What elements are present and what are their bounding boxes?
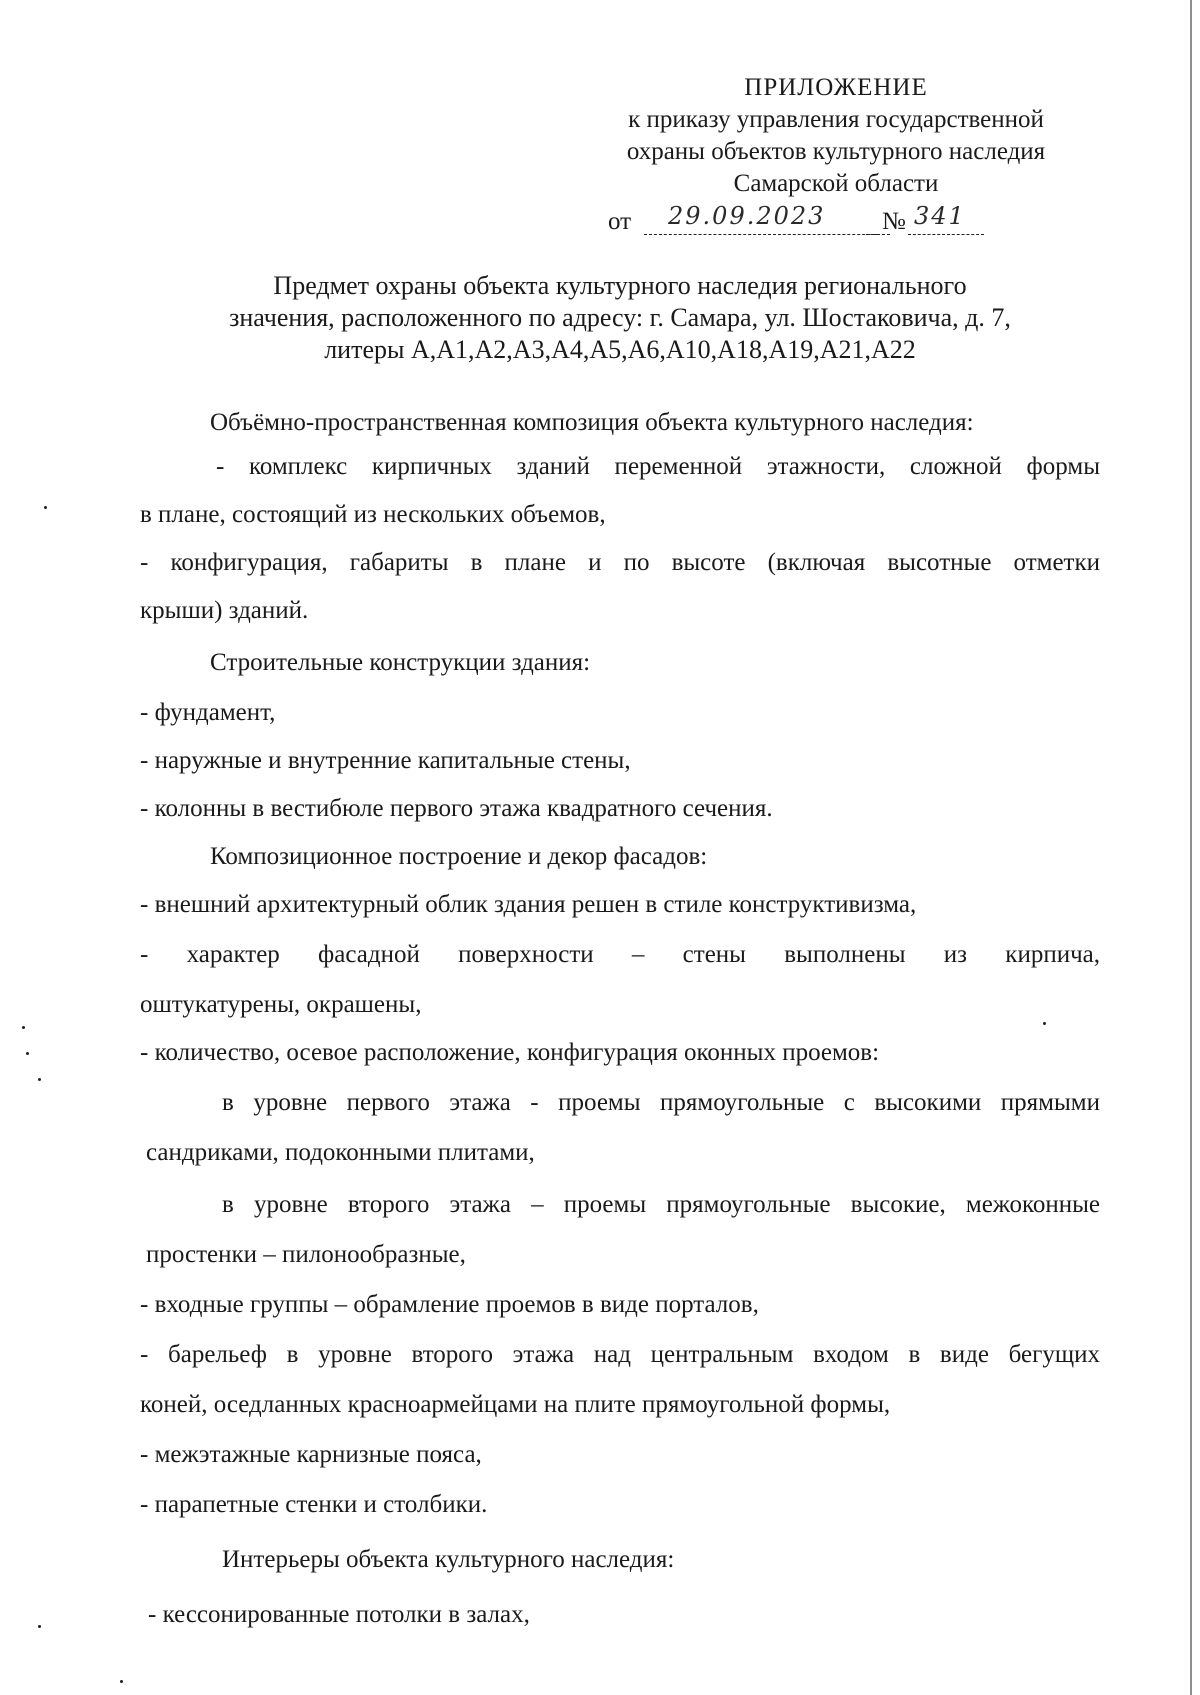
body-line: - кессонированные потолки в залах,: [148, 1601, 530, 1628]
scan-speck: [22, 1026, 25, 1029]
section-heading: Интерьеры объекта культурного наследия:: [222, 1546, 675, 1573]
title-line: Предмет охраны объекта культурного наследия регионального: [273, 271, 967, 300]
body-line: - внешний архитектурный облик здания решен в стиле конструктивизма,: [140, 891, 917, 918]
number-prefix: №: [882, 208, 906, 235]
body-line: в плане, состоящий из нескольких объемов,: [140, 501, 606, 528]
body-line: в уровне второго этажа – проемы прямоугольные высокие, межоконные: [222, 1191, 1100, 1218]
body-line: - межэтажные карнизные пояса,: [140, 1441, 482, 1468]
title-line: значения, расположенного по адресу: г. Самара, ул. Шостаковича, д. 7,: [229, 303, 1011, 332]
body-line: - наружные и внутренние капитальные стены,: [140, 747, 631, 774]
scan-speck: [38, 1625, 41, 1628]
body-line: оштукатурены, окрашены,: [140, 991, 422, 1018]
body-line: - количество, осевое расположение, конфигурация оконных проемов:: [140, 1039, 880, 1066]
annex-line: охраны объектов культурного наследия: [626, 138, 1046, 165]
order-date-number: [608, 202, 1068, 244]
body-line: коней, оседланных красноармейцами на плите прямоугольной формы,: [140, 1391, 891, 1418]
annex-line: Самарской области: [733, 170, 939, 197]
date-underline: [866, 202, 878, 235]
body-line: - колонны в вестибюле первого этажа квадратного сечения.: [140, 795, 773, 822]
title-line: литеры А,А1,А2,А3,А4,А5,А6,А10,А18,А19,А21,А22: [324, 335, 916, 364]
annex-heading: ПРИЛОЖЕНИЕ: [744, 74, 928, 101]
body-line: - конфигурация, габариты в плане и по высоте (включая высотные отметки: [140, 549, 1100, 576]
scan-speck: [38, 1078, 41, 1081]
handwritten-date: 29.09.2023: [644, 202, 890, 235]
scan-speck: [44, 506, 47, 509]
date-prefix: от: [608, 208, 632, 235]
body-line: простенки – пилонообразные,: [146, 1241, 466, 1268]
body-line: - входные группы – обрамление проемов в виде порталов,: [140, 1291, 759, 1318]
body-line: - барельеф в уровне второго этажа над центральным входом в виде бегущих: [140, 1341, 1100, 1368]
scan-speck: [120, 1680, 123, 1683]
section-heading: Композиционное построение и декор фасадов:: [210, 843, 708, 870]
document-title: [170, 270, 1070, 366]
body-line: - фундамент,: [140, 699, 276, 726]
body-line: крыши) зданий.: [140, 597, 309, 624]
body-line: - комплекс кирпичных зданий переменной этажности, сложной формы: [216, 453, 1100, 480]
section-heading: Строительные конструкции здания:: [210, 649, 591, 676]
scan-speck: [1043, 1022, 1046, 1025]
body-line: в уровне первого этажа - проемы прямоугольные с высокими прямыми: [222, 1089, 1100, 1116]
section-heading: Объёмно-пространственная композиция объекта культурного наследия:: [210, 409, 974, 436]
annex-line: к приказу управления государственной: [628, 106, 1044, 133]
body-line: - характер фасадной поверхности – стены выполнены из кирпича,: [140, 941, 1100, 968]
scan-speck: [26, 1052, 29, 1055]
scan-edge-line: [1190, 0, 1192, 1695]
handwritten-number: 341: [908, 202, 984, 235]
body-line: сандриками, подоконными плитами,: [146, 1139, 535, 1166]
annex-header: [596, 72, 1076, 200]
body-line: - парапетные стенки и столбики.: [140, 1491, 488, 1518]
